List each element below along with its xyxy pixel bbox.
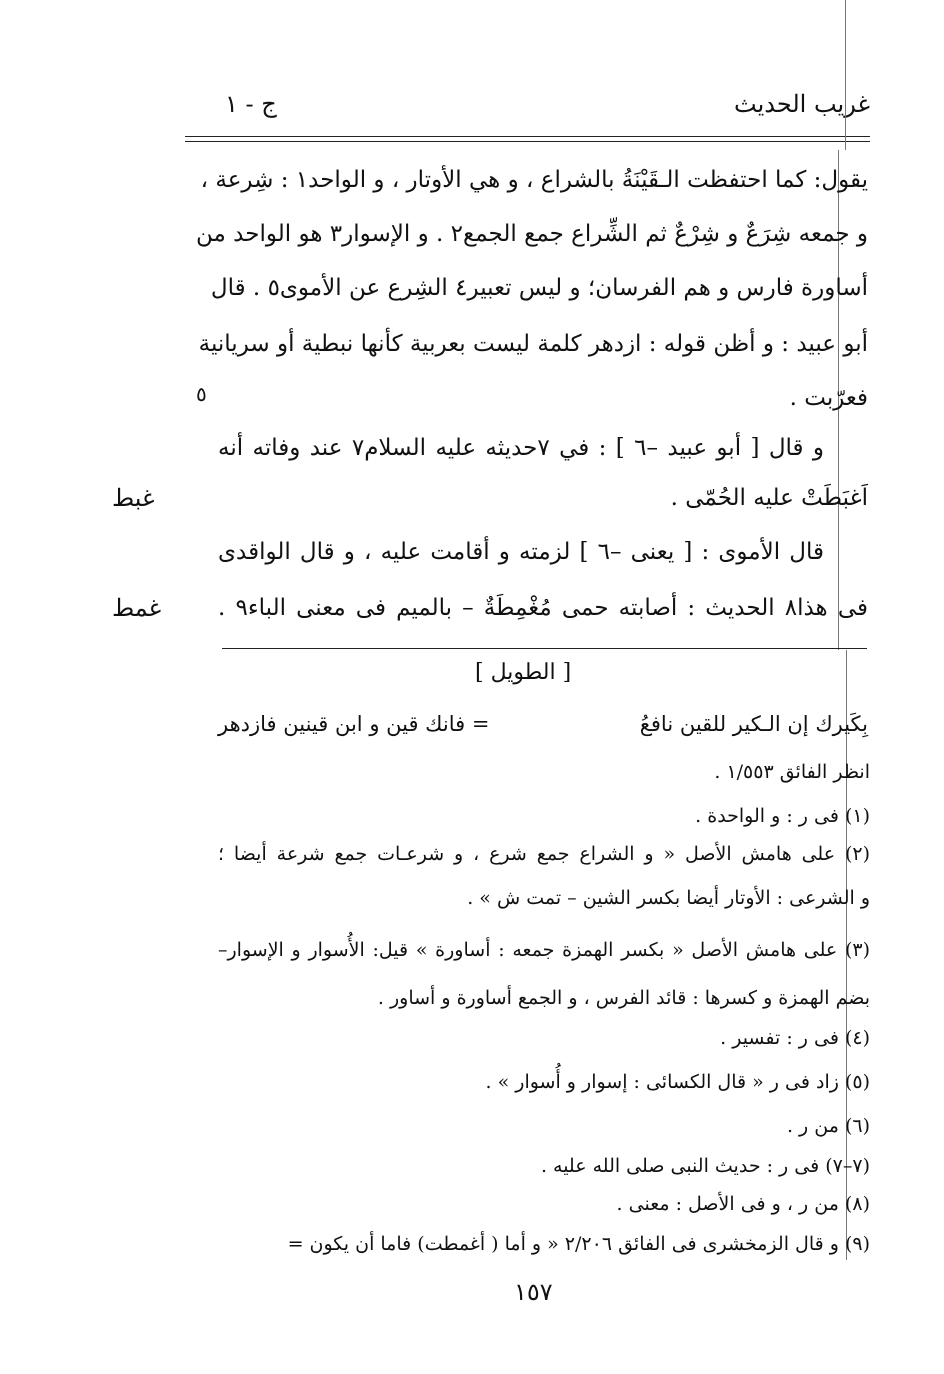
body-line-4: أبو عبيد : و أظن قوله : ازدهر كلمة ليست بعربية كأنها نبطية أو سريانية (198, 331, 868, 357)
body-line-5: فعرّبت . (789, 385, 868, 411)
binding-line-top (845, 0, 846, 150)
footnote-7: (٧–٧) فى ر : حديث النبى صلى الله عليه . (540, 1155, 870, 1177)
body-line-2: و جمعه شِرَعٌ و شِرْعٌ ثم الشِّراع جمع الجمع٢ . و الإسوار٣ هو الواحد من (196, 221, 868, 247)
verse-hemistich-left: بِكَيرك إن الـكير للقين نافعُ (639, 712, 868, 736)
running-header (215, 84, 870, 128)
body-line-6: و قال [ أبو عبيد –٦ ] : في ٧حديثه عليه السلام٧ عند وفاته أنه (218, 435, 825, 461)
footnote-9: (٩) و قال الزمخشرى فى الفائق ٢/٢٠٦ « و أما ( أغمطت) فاما أن يكون = (287, 1233, 870, 1255)
body-line-1: يقول: كما احتفظت الـقَيْنَةُ بالشراع ، و هي الأوتار ، و الواحد١ : شِرعة ، (200, 167, 868, 193)
footnote-3: (٣) على هامش الأصل « بكسر الهمزة جمعه : أساورة » قيل: الأُسوار و الإسوار– (218, 939, 870, 961)
footnote-2-cont: و الشرعى : الأوتار أيضا بكسر الشين – تمت ش » . (467, 887, 870, 909)
body-line-3: أساورة فارس و هم الفرسان؛ و ليس تعبير٤ الشِرع عن الأموى٥ . قال (210, 275, 868, 301)
footnote-6: (٦) من ر . (786, 1115, 870, 1137)
book-title: غريب الحديث (734, 90, 870, 118)
verse-continuation-marker: = (471, 712, 490, 736)
verse-line (218, 702, 868, 746)
footnote-5: (٥) زاد فى ر « قال الكسائى : إسوار و أُسوار » . (485, 1071, 870, 1093)
footnote-1: (١) فى ر : و الواحدة . (695, 805, 870, 827)
footnote-8: (٨) من ر ، و فى الأصل : معنى . (616, 1193, 870, 1215)
line-number: ٥ (196, 382, 207, 406)
margin-note-ghabat: غبط (112, 484, 155, 512)
header-rule-double (185, 141, 870, 142)
volume-label: ج - ١ (225, 90, 277, 118)
verse-source: انظر الفائق ١/٥٥٣ . (714, 761, 870, 783)
footnote-4: (٤) فى ر : تفسير . (720, 1027, 870, 1049)
margin-note-ghamat: غمط (112, 594, 162, 622)
body-line-9: فى هذا٨ الحديث : أصابته حمى مُغْمِطَةٌ – بالميم فى معنى الباء٩ . (218, 595, 868, 621)
footnote-3-cont: بضم الهمزة و كسرها : قائد الفرس ، و الجمع أساورة و أساور . (377, 987, 870, 1009)
body-line-8: قال الأموى : [ يعنى –٦ ] لزمته و أقامت عليه ، و قال الواقدى (218, 539, 824, 565)
footnote-2: (٢) على هامش الأصل « و الشراع جمع شرع ، و شرعـات جمع شرعة أيضا ؛ (218, 843, 870, 865)
body-line-7: اَغبَطَتْ عليه الحُمّى . (670, 485, 868, 511)
header-rule (185, 136, 870, 137)
verse-meter: [ الطويل ] (475, 660, 572, 685)
footnote-rule (222, 648, 867, 649)
page-number: ١٥٧ (514, 1278, 553, 1306)
verse-marker-and-right (218, 702, 489, 746)
verse-hemistich-right: فانك قين و ابن قينين فازدهر (218, 712, 466, 736)
